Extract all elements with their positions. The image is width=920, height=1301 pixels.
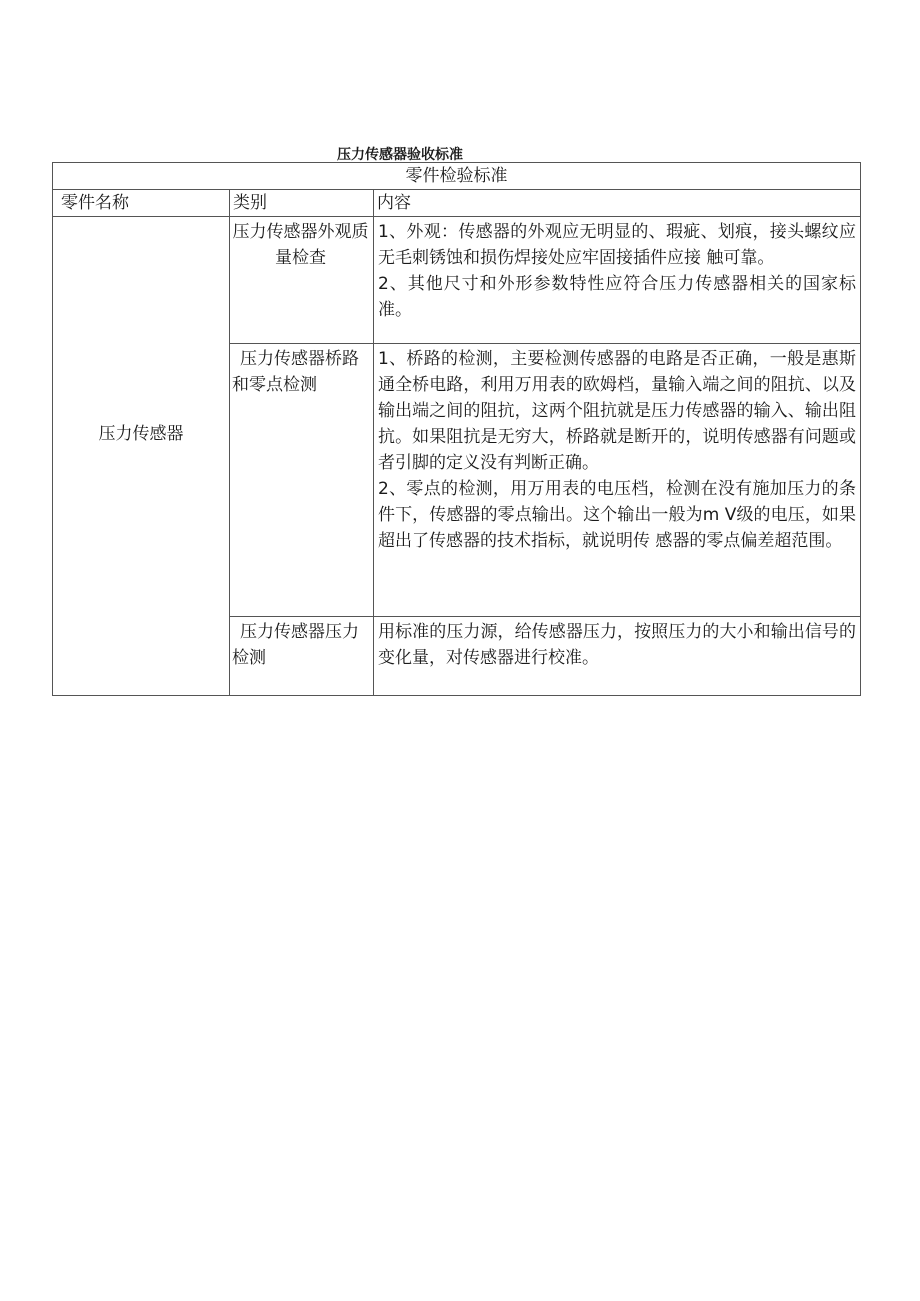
header-category: 类别: [230, 190, 374, 217]
content-paragraph: 2、其他尺寸和外形参数特性应符合压力传感器相关的国家标准。: [378, 274, 856, 320]
category-cell: [230, 344, 374, 617]
category-cell: [230, 617, 374, 696]
table-caption: 零件检验标准: [53, 163, 861, 190]
header-part-name: 零件名称: [53, 190, 230, 217]
content-cell: [374, 217, 861, 344]
inspection-standard-table: [52, 162, 861, 696]
category-text: 压力传感器桥路和零点检测: [232, 349, 359, 395]
category-cell: 压力传感器外观质量检查: [230, 217, 374, 344]
content-cell: [374, 344, 861, 617]
content-paragraph: 2、零点的检测，用万用表的电压档，检测在没有施加压力的条件下，传感器的零点输出。这个输出一般为m V级的电压，如果超出了传感器的技术指标，就说明传 感器的零点偏差超范围。: [378, 479, 856, 551]
table-header-row: [53, 190, 861, 217]
category-text: 压力传感器压力检测: [232, 622, 359, 668]
table-caption-row: [53, 163, 861, 190]
content-paragraph: 1、外观：传感器的外观应无明显的、瑕疵、划痕，接头螺纹应无毛刺锈蚀和损伤焊接处应牢固接插件应接 触可靠。: [378, 222, 856, 268]
document-title: 压力传感器验收标准: [337, 147, 463, 163]
part-name-cell: [53, 217, 230, 696]
header-content: 内容: [374, 190, 861, 217]
part-name: 压力传感器: [98, 424, 184, 444]
content-paragraph: 用标准的压力源，给传感器压力，按照压力的大小和输出信号的变化量，对传感器进行校准。: [378, 622, 856, 668]
content-paragraph: 1、桥路的检测，主要检测传感器的电路是否正确，一般是惠斯通全桥电路，利用万用表的欧姆档，量输入端之间的阻抗、以及输出端之间的阻抗，这两个阻抗就是压力传感器的输入、输出阻抗。如果阻抗是无穷大，桥路就是断开的，说明传感器有问题或者引脚的定义没有判断正确。: [378, 349, 856, 473]
content-cell: [374, 617, 861, 696]
table-row: [53, 217, 861, 344]
